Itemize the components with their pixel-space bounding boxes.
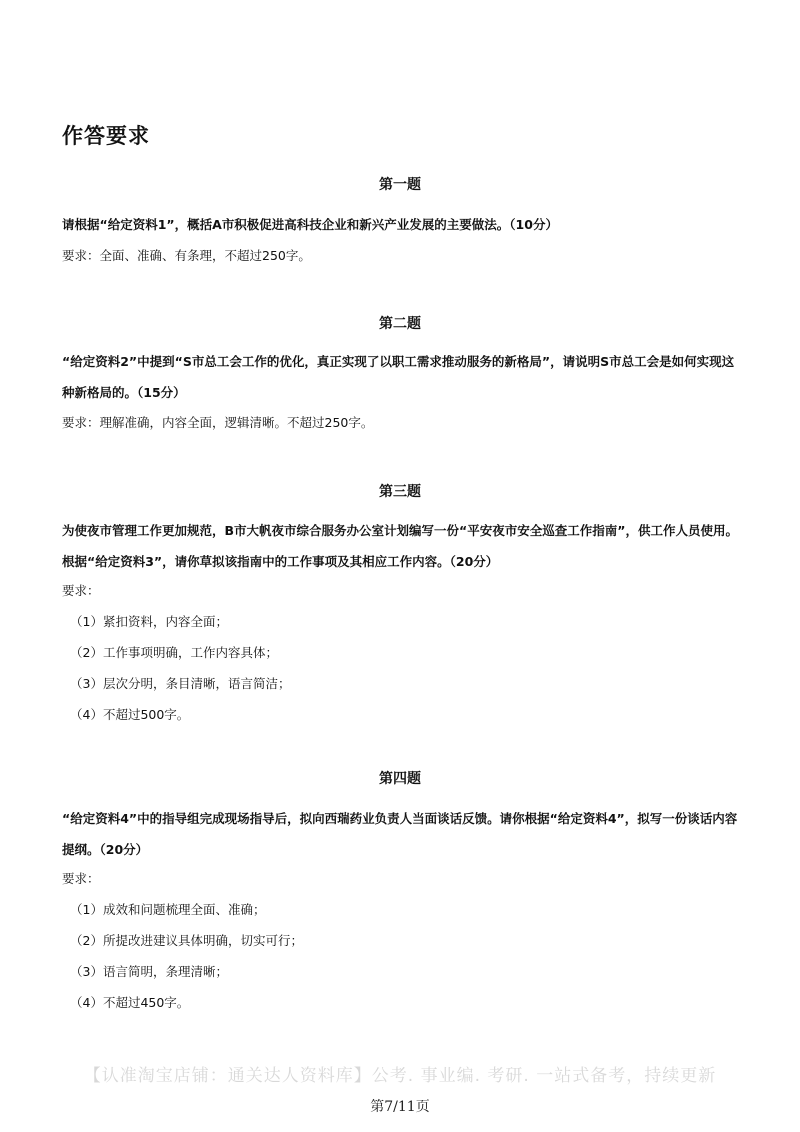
list-item: （4）不超过450字。	[70, 995, 190, 1010]
list-item: （4）不超过500字。	[70, 707, 190, 722]
page-title: 作答要求	[62, 124, 150, 148]
list-item: （3）语言简明，条理清晰；	[70, 964, 228, 979]
question-3-text: 为使夜市管理工作更加规范，B市大帆夜市综合服务办公室计划编写一份“平安夜市安全巡查工作指南”，供工作人员使用。根据“给定资料3”，请你草拟该指南中的工作事项及其相应工作内容。（20分）	[62, 523, 738, 569]
question-4-heading: 第四题	[379, 771, 421, 787]
page-number: 第7/11页	[370, 1099, 430, 1115]
question-3-requirement-label: 要求：	[62, 583, 100, 598]
question-1-heading: 第一题	[379, 177, 421, 193]
list-item: （1）成效和问题梳理全面、准确；	[70, 902, 266, 917]
question-1-requirement: 要求：全面、准确、有条理，不超过250字。	[62, 248, 311, 263]
list-item: （2）工作事项明确，工作内容具体；	[70, 645, 278, 660]
question-4-requirement-label: 要求：	[62, 871, 100, 886]
list-item: （2）所提改进建议具体明确，切实可行；	[70, 933, 303, 948]
question-2-heading: 第二题	[379, 316, 421, 332]
question-4-text: “给定资料4”中的指导组完成现场指导后，拟向西瑞药业负责人当面谈话反馈。请你根据“给定资料4”，拟写一份谈话内容提纲。（20分）	[62, 811, 738, 857]
question-2-text: “给定资料2”中提到“S市总工会工作的优化，真正实现了以职工需求推动服务的新格局”，请说明S市总工会是如何实现这种新格局的。（15分）	[62, 354, 735, 400]
question-4-requirements	[70, 894, 303, 1018]
watermark: 【认准淘宝店铺：通关达人资料库】公考. 事业编. 考研. 一站式备考，持续更新	[83, 1066, 717, 1086]
question-3-heading: 第三题	[379, 484, 421, 500]
question-2-requirement: 要求：理解准确，内容全面，逻辑清晰。不超过250字。	[62, 415, 374, 430]
question-3-requirements	[70, 606, 290, 730]
list-item: （3）层次分明，条目清晰，语言简洁；	[70, 676, 291, 691]
list-item: （1）紧扣资料，内容全面；	[70, 614, 228, 629]
question-1-text: 请根据“给定资料1”，概括A市积极促进高科技企业和新兴产业发展的主要做法。（10分）	[62, 217, 558, 232]
